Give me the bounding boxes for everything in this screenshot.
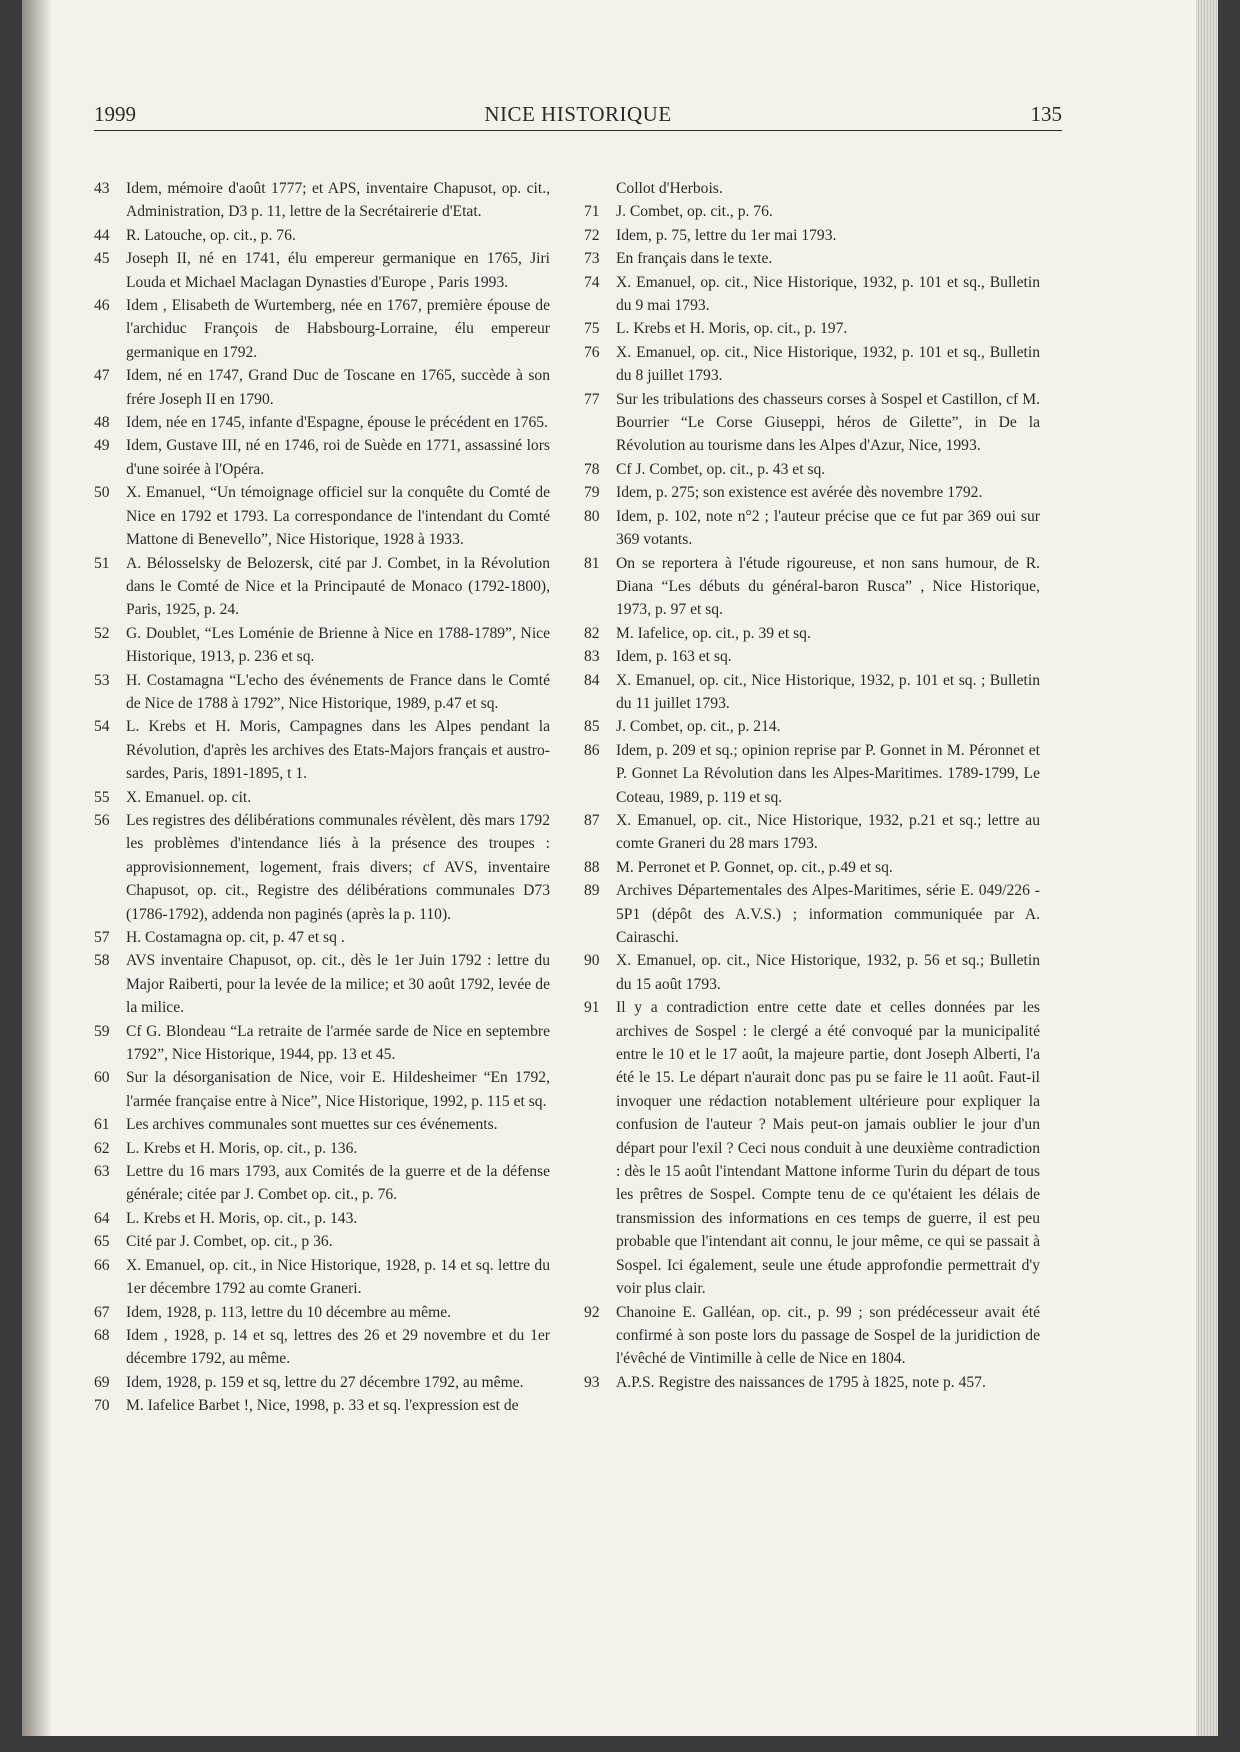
footnote-number: 90: [584, 952, 600, 970]
footnote-number: 85: [584, 718, 600, 736]
footnote: [584, 856, 1040, 879]
footnote-number: 93: [584, 1373, 600, 1391]
footnote-number: 48: [94, 414, 110, 432]
footnote-text: Archives Départementales des Alpes-Maritimes, série E. 049/226 - 5P1 (dépôt des A.V.S.) ; information communiquée par A. Cairaschi.: [616, 882, 1040, 946]
footnote-number: 91: [584, 999, 600, 1017]
footnote-number: 76: [584, 343, 600, 361]
footnote-text: H. Costamagna op. cit, p. 47 et sq .: [126, 929, 345, 946]
footnote-text: M. Iafelice Barbet !, Nice, 1998, p. 33 et sq. l'expression est de: [126, 1397, 519, 1415]
footnote-text: Cf G. Blondeau “La retraite de l'armée sarde de Nice en septembre 1792”, Nice Historique, 1944, pp. 13 et 45.: [126, 1022, 550, 1064]
footnotes-right-column: [584, 177, 1040, 1394]
footnote: [94, 1066, 550, 1113]
footnote: [94, 622, 550, 669]
footnote: [94, 926, 550, 949]
footnote-number: 82: [584, 624, 600, 642]
footnote-number: 53: [94, 671, 110, 689]
footnote-text: L. Krebs et H. Moris, op. cit., p. 197.: [616, 320, 848, 338]
footnote-text: Joseph II, né en 1741, élu empereur germanique en 1765, Jiri Louda et Michael Maclagan Dynasties d'Europe , Paris 1993.: [126, 250, 550, 291]
footnote-text: Les archives communales sont muettes sur ces événements.: [126, 1116, 498, 1134]
footnote-number: 70: [94, 1397, 110, 1415]
footnote-text: On se reportera à l'étude rigoureuse, et non sans humour, de R. Diana “Les débuts du général-baron Rusca” , Nice Historique, 1973, p. 97 et sq.: [616, 554, 1040, 619]
footnote: [94, 364, 550, 411]
footnote: [94, 247, 550, 294]
footnote-text: Il y a contradiction entre cette date et celles données par les archives de Sospel : le clergé a été convoqué par la municipalité entre le 10 et le 17 août, la majeure partie, dont Joseph Alberti, l'a été le 15. Le départ n'aurait donc pas pu se faire le 11 août. Faut-il invoquer une rédaction notablement ultérieure pour expliquer la confusion de l'auteur ? Mais peut-on jamais oublier le jour d'un départ pour l'exil ? Ceci nous conduit à une deuxième contradiction : dès le 15 août l'intendant Mattone informe Turin du départ de tous les prêtres de Sospel. Compte tenu de ce qu'étaient les délais de transmission des informations en ces temps de guerre, il est peu probable que l'intendant ait connu, le jour même, ce qui se passait à Sospel. Ici également, seule une étude approfondie permettrait d'y voir plus clair.: [616, 999, 1040, 1298]
footnote: [94, 1020, 550, 1067]
footnote-text: G. Doublet, “Les Loménie de Brienne à Nice en 1788-1789”, Nice Historique, 1913, p. 236 et sq.: [126, 624, 550, 666]
footnote: [94, 1113, 550, 1136]
footnote-number: 66: [94, 1256, 110, 1274]
footnote: [584, 458, 1040, 481]
footnote: [94, 481, 550, 551]
footnote-number: 64: [94, 1209, 110, 1227]
footnote-number: 71: [584, 203, 600, 221]
footnote: [94, 1207, 550, 1230]
book-page: [22, 0, 1218, 1736]
footnote-text: Idem, p. 75, lettre du 1er mai 1793.: [616, 226, 837, 244]
footnote-number: 47: [94, 367, 110, 385]
footnote-number: 68: [94, 1326, 110, 1344]
footnote: [584, 715, 1040, 738]
footnote: [584, 505, 1040, 552]
footnote-text: AVS inventaire Chapusot, op. cit., dès le 1er Juin 1792 : lettre du Major Raiberti, pour la levée de la milice; et 30 août 1792, levée de la milice.: [126, 952, 550, 1017]
footnote-text: X. Emanuel, op. cit., Nice Historique, 1932, p.21 et sq.; lettre au comte Graneri du 28 mars 1793.: [616, 811, 1040, 853]
footnote-number: 75: [584, 320, 600, 338]
footnote: [584, 1371, 1040, 1394]
footnote: [584, 341, 1040, 388]
footnote: [584, 1301, 1040, 1371]
footnote: [584, 247, 1040, 270]
footnote-number: 62: [94, 1139, 110, 1157]
footnote: [94, 1301, 550, 1324]
footnote-text: Idem, née en 1745, infante d'Espagne, épouse le précédent en 1765.: [126, 414, 548, 432]
footnote: [584, 317, 1040, 340]
footnote-number: 74: [584, 273, 600, 291]
footnote-text: X. Emanuel, op. cit., Nice Historique, 1932, p. 101 et sq., Bulletin du 8 juillet 1793.: [616, 343, 1040, 385]
footnote-text: X. Emanuel, “Un témoignage officiel sur la conquête du Comté de Nice en 1792 et 1793. La correspondance de l'intendant du Comté Mattone di Benevello”, Nice Historique, 1928 à 1933.: [126, 484, 550, 549]
footnote: [94, 552, 550, 622]
footnote-number: 92: [584, 1303, 600, 1321]
footnote: [94, 224, 550, 247]
footnote-text: Idem, 1928, p. 159 et sq, lettre du 27 décembre 1792, au même.: [126, 1373, 524, 1391]
page-edges: [1196, 0, 1218, 1736]
footnote: [94, 786, 550, 809]
footnote-number: 80: [584, 507, 600, 525]
footnote: [94, 1160, 550, 1207]
footnote: [94, 809, 550, 926]
footnote: [584, 177, 1040, 200]
footnote: [94, 1371, 550, 1394]
footnote-number: 81: [584, 554, 600, 572]
header-year: 1999: [94, 102, 136, 126]
footnote: [94, 1324, 550, 1371]
footnote-text: A. Bélosselsky de Belozersk, cité par J. Combet, in la Révolution dans le Comté de Nice et la Principauté de Monaco (1792-1800), Paris, 1925, p. 24.: [126, 554, 550, 619]
footnote: [584, 669, 1040, 716]
footnote: [584, 809, 1040, 856]
footnote: [94, 949, 550, 1019]
footnote-number: 61: [94, 1116, 110, 1134]
footnote-number: 49: [94, 437, 110, 455]
footnote-number: 44: [94, 226, 110, 244]
footnote-text: J. Combet, op. cit., p. 76.: [616, 203, 773, 221]
footnote-number: 52: [94, 624, 110, 642]
footnote-number: 57: [94, 929, 110, 946]
footnote-number: 54: [94, 718, 110, 736]
book-spine-shadow: [22, 0, 52, 1736]
header-title: NICE HISTORIQUE: [484, 102, 672, 126]
footnote-text: M. Iafelice, op. cit., p. 39 et sq.: [616, 624, 811, 642]
footnote: [584, 622, 1040, 645]
footnote-text: Idem, p. 275; son existence est avérée dès novembre 1792.: [616, 484, 983, 502]
footnote: [94, 1254, 550, 1301]
footnote: [94, 669, 550, 716]
footnote-text: X. Emanuel, op. cit., Nice Historique, 1932, p. 101 et sq., Bulletin du 9 mai 1793.: [616, 273, 1040, 315]
footnote: [584, 224, 1040, 247]
footnote-number: 83: [584, 648, 600, 666]
page-number: 135: [1030, 102, 1062, 126]
footnote-text: Collot d'Herbois.: [616, 180, 723, 197]
footnote: [94, 434, 550, 481]
footnote: [94, 1230, 550, 1253]
footnote-text: H. Costamagna “L'echo des événements de France dans le Comté de Nice de 1788 à 1792”, Nice Historique, 1989, p.47 et sq.: [126, 671, 550, 712]
footnote-text: Idem , Elisabeth de Wurtemberg, née en 1767, première épouse de l'archiduc François de Habsbourg-Lorraine, élu empereur germanique en 1792.: [126, 297, 550, 361]
footnote: [94, 177, 550, 224]
footnote: [94, 411, 550, 434]
footnote-text: Idem, mémoire d'août 1777; et APS, inventaire Chapusot, op. cit., Administration, D3 p. 11, lettre de la Secrétairerie d'Etat.: [126, 180, 550, 221]
footnote-number: 43: [94, 180, 110, 197]
footnote-number: 69: [94, 1373, 110, 1391]
footnote-text: X. Emanuel. op. cit.: [126, 788, 252, 806]
footnote: [584, 388, 1040, 458]
footnote: [584, 200, 1040, 223]
footnote-number: 78: [584, 460, 600, 478]
footnote: [584, 481, 1040, 504]
footnote-number: 86: [584, 741, 600, 759]
footnote-text: Sur les tribulations des chasseurs corses à Sospel et Castillon, cf M. Bourrier “Le Corse Giuseppi, héros de Gilette”, in De la Révolution au tourisme dans les Alpes d'Azur, Nice, 1993.: [616, 390, 1040, 455]
footnote-text: A.P.S. Registre des naissances de 1795 à 1825, note p. 457.: [616, 1373, 986, 1391]
footnote: [584, 996, 1040, 1300]
footnote-text: X. Emanuel, op. cit., Nice Historique, 1932, p. 101 et sq. ; Bulletin du 11 juillet 1793.: [616, 671, 1040, 712]
footnote-number: 65: [94, 1233, 110, 1251]
footnote-number: 79: [584, 484, 600, 502]
footnote: [94, 1137, 550, 1160]
footnote-number: 89: [584, 882, 600, 900]
footnote-number: 50: [94, 484, 110, 502]
footnote-text: Idem, p. 102, note n°2 ; l'auteur précise que ce fut par 369 oui sur 369 votants.: [616, 507, 1040, 549]
footnote-text: R. Latouche, op. cit., p. 76.: [126, 226, 296, 244]
footnote-text: Cité par J. Combet, op. cit., p 36.: [126, 1233, 333, 1251]
footnote-number: 58: [94, 952, 110, 970]
footnote-number: 63: [94, 1163, 110, 1181]
footnote-number: 59: [94, 1022, 110, 1040]
footnote-number: 60: [94, 1069, 110, 1087]
footnote-number: 46: [94, 297, 110, 315]
footnote-text: Les registres des délibérations communales révèlent, dès mars 1792 les problèmes d'intendance liés à la présence des troupes : approvisionnement, logement, frais divers; cf AVS, inventaire Chapusot, op. cit., Registre des délibérations communales D73 (1786-1792), addenda non paginés (après la p. 110).: [126, 811, 550, 923]
footnote-text: En français dans le texte.: [616, 250, 773, 268]
footnote-text: Idem, p. 163 et sq.: [616, 648, 732, 666]
footnote-text: X. Emanuel, op. cit., in Nice Historique, 1928, p. 14 et sq. lettre du 1er décembre 1792 au comte Graneri.: [126, 1256, 550, 1298]
footnote-text: Sur la désorganisation de Nice, voir E. Hildesheimer “En 1792, l'armée française entre à Nice”, Nice Historique, 1992, p. 115 et sq.: [126, 1069, 550, 1110]
footnote-text: J. Combet, op. cit., p. 214.: [616, 718, 781, 736]
running-header: [94, 102, 1062, 131]
footnote: [94, 715, 550, 785]
footnote-number: 84: [584, 671, 600, 689]
footnote: [584, 739, 1040, 809]
footnote-text: Idem, 1928, p. 113, lettre du 10 décembre au même.: [126, 1303, 452, 1321]
footnote: [584, 879, 1040, 949]
footnote-text: L. Krebs et H. Moris, Campagnes dans les Alpes pendant la Révolution, d'après les archives des Etats-Majors français et austro-sardes, Paris, 1891-1895, t 1.: [126, 718, 550, 783]
footnote-number: 56: [94, 811, 110, 829]
footnote: [94, 294, 550, 364]
footnote-text: Lettre du 16 mars 1793, aux Comités de la guerre et de la défense générale; citée par J. Combet op. cit., p. 76.: [126, 1163, 550, 1204]
footnote-number: 51: [94, 554, 110, 572]
footnote: [584, 949, 1040, 996]
footnote-number: 72: [584, 226, 600, 244]
footnote-text: Idem, Gustave III, né en 1746, roi de Suède en 1771, assassiné lors d'une soirée à l'Opéra.: [126, 437, 550, 478]
footnote-text: Idem, né en 1747, Grand Duc de Toscane en 1765, succède à son frére Joseph II en 1790.: [126, 367, 550, 408]
footnote-number: 45: [94, 250, 110, 268]
footnote-text: L. Krebs et H. Moris, op. cit., p. 143.: [126, 1209, 358, 1227]
footnote-number: 73: [584, 250, 600, 268]
footnote: [94, 1394, 550, 1417]
footnotes-left-column: [94, 177, 550, 1418]
footnote: [584, 552, 1040, 622]
footnote-number: 55: [94, 788, 110, 806]
footnote-number: 87: [584, 811, 600, 829]
footnote-number: 77: [584, 390, 600, 408]
footnote-number: 88: [584, 858, 600, 876]
footnote-text: Cf J. Combet, op. cit., p. 43 et sq.: [616, 460, 826, 478]
footnote-text: X. Emanuel, op. cit., Nice Historique, 1932, p. 56 et sq.; Bulletin du 15 août 1793.: [616, 952, 1040, 993]
footnote-number: 67: [94, 1303, 110, 1321]
footnote: [584, 645, 1040, 668]
footnote: [584, 271, 1040, 318]
footnote-text: Chanoine E. Galléan, op. cit., p. 99 ; son prédécesseur avait été confirmé à son poste lors du passage de Sospel de la juridiction de l'évêché de Vintimille à celle de Nice en 1804.: [616, 1303, 1040, 1368]
footnote-text: M. Perronet et P. Gonnet, op. cit., p.49 et sq.: [616, 858, 893, 876]
footnote-text: L. Krebs et H. Moris, op. cit., p. 136.: [126, 1139, 358, 1157]
footnote-text: Idem, p. 209 et sq.; opinion reprise par P. Gonnet in M. Péronnet et P. Gonnet La Révolution dans les Alpes-Maritimes. 1789-1799, Le Coteau, 1989, p. 119 et sq.: [616, 741, 1040, 806]
footnote-text: Idem , 1928, p. 14 et sq, lettres des 26 et 29 novembre et du 1er décembre 1792, au même.: [126, 1326, 550, 1368]
